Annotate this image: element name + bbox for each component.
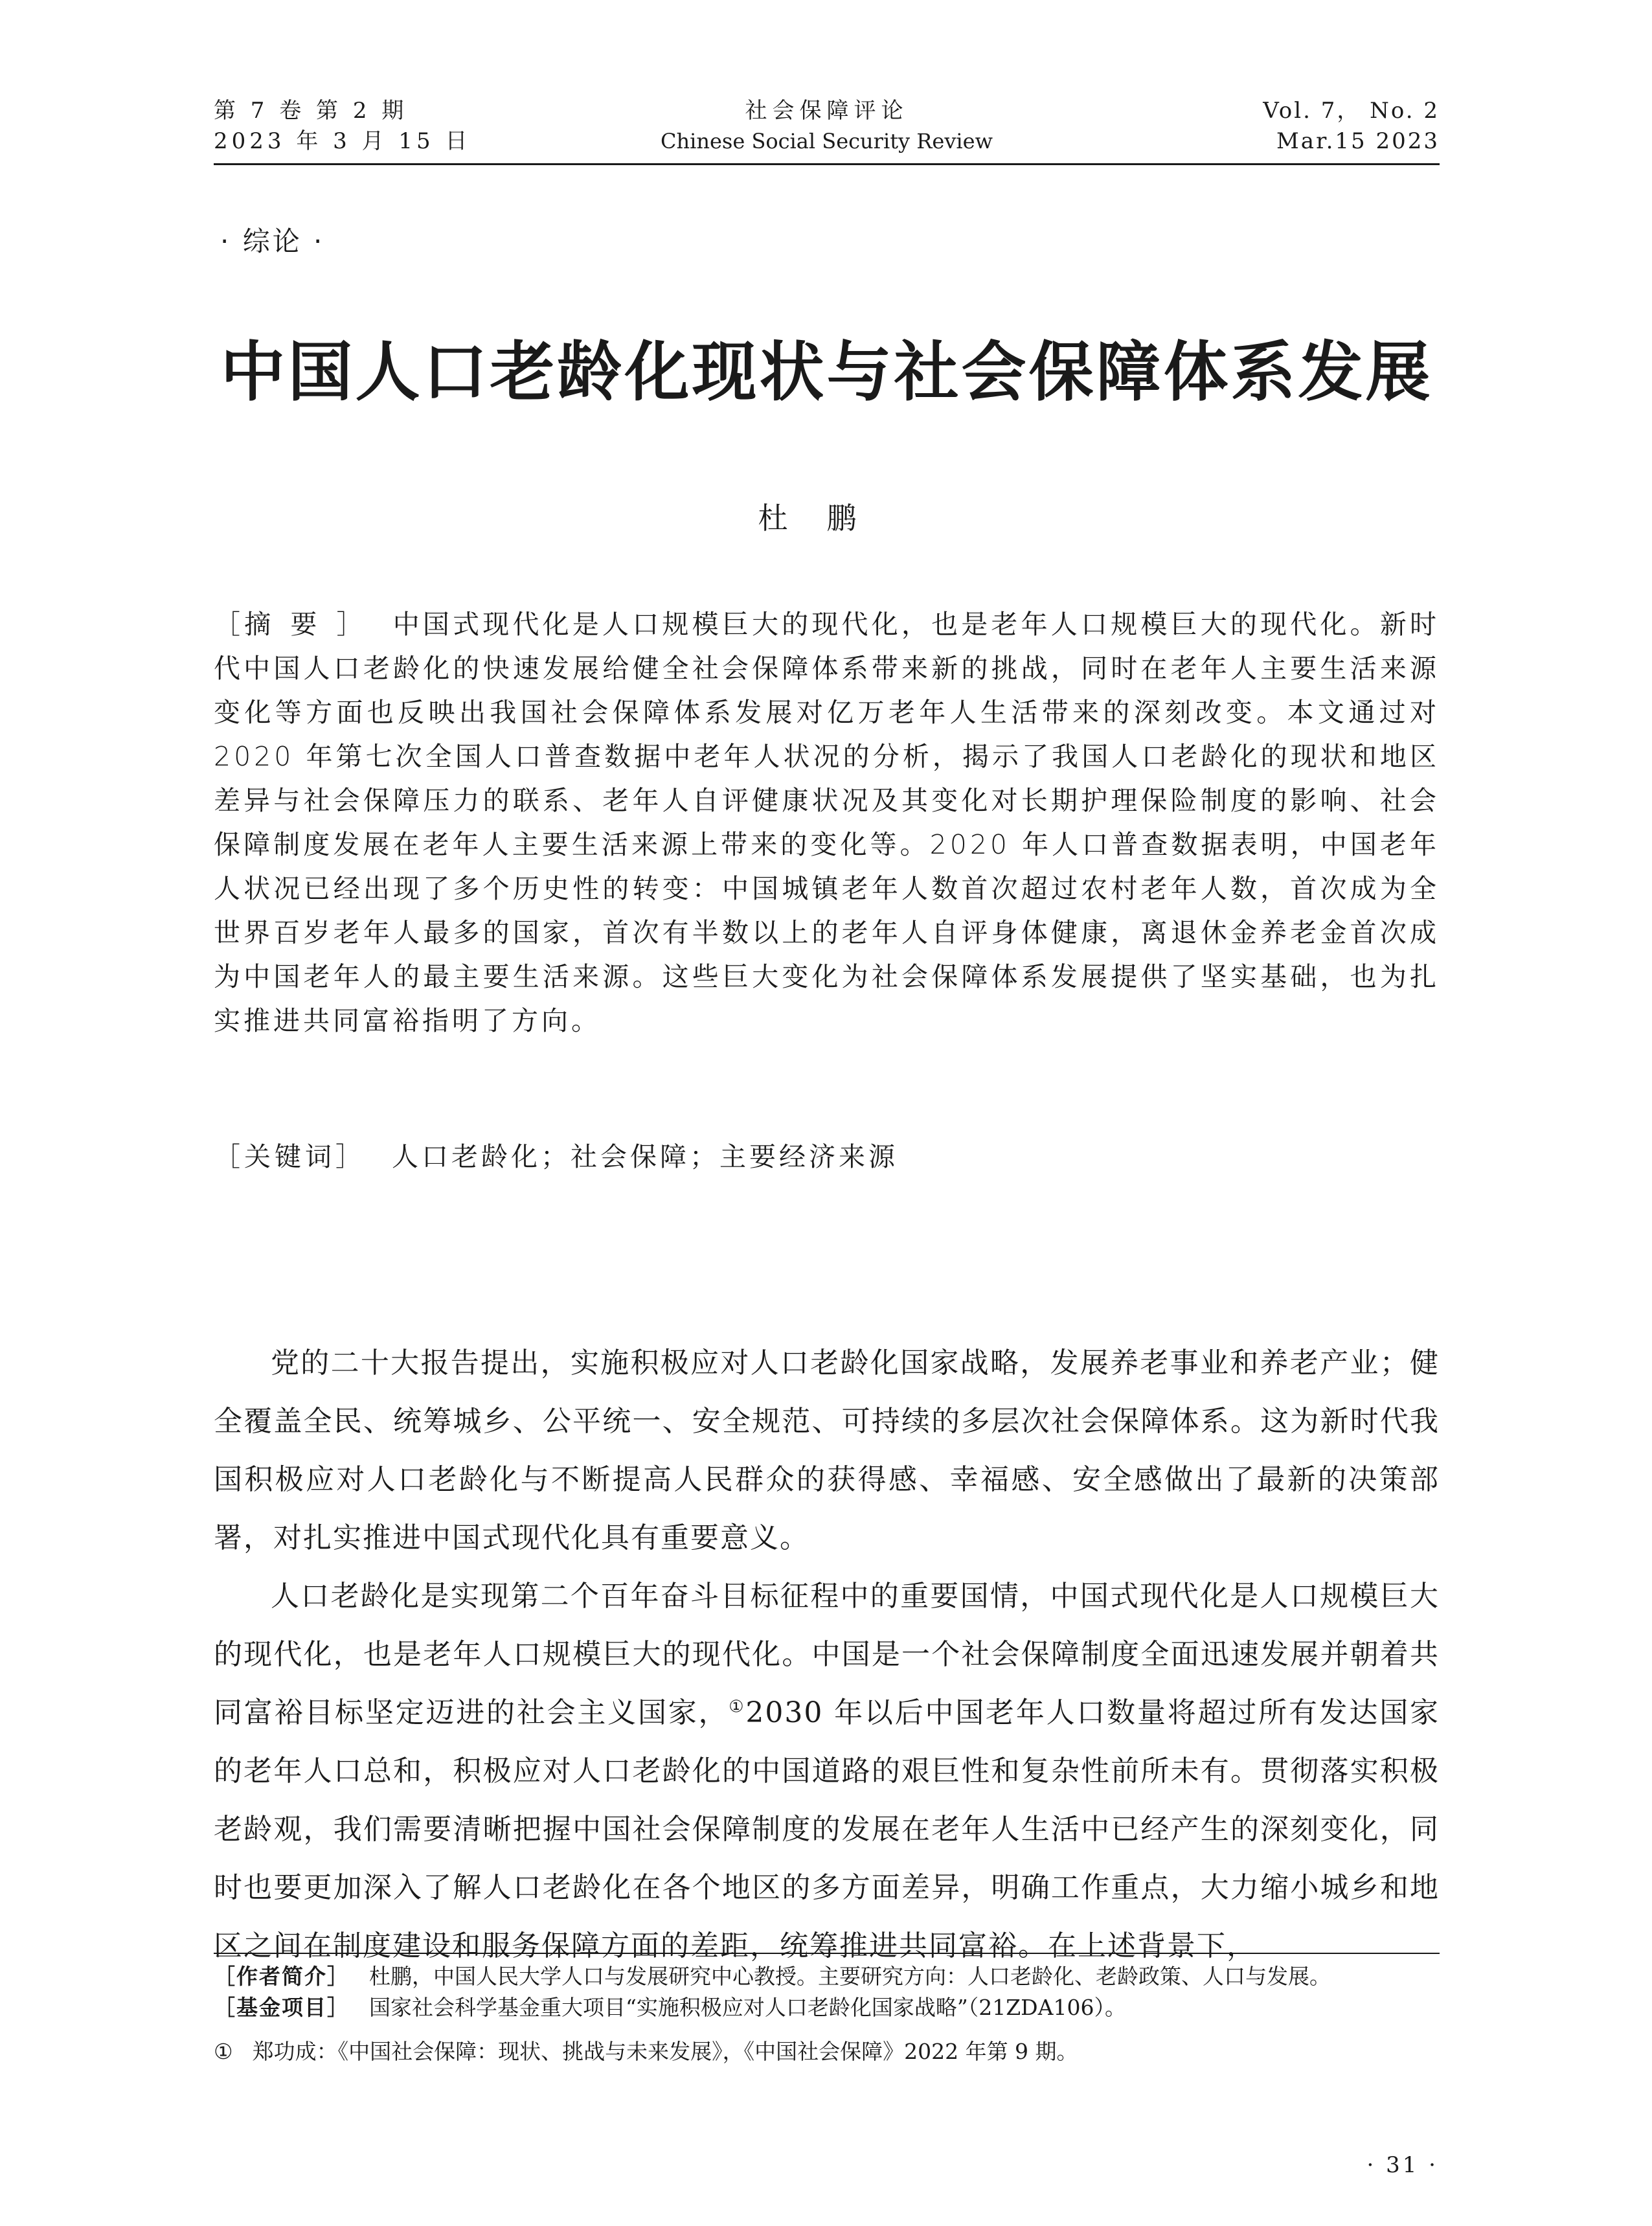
issue-date-en: Mar.15 2023: [1276, 128, 1440, 154]
abstract: [214, 602, 1440, 1043]
journal-name: [214, 96, 1440, 157]
author-name: 杜鹏: [758, 501, 896, 536]
author-bio-text: 杜鹏，中国人民大学人口与发展研究中心教授。主要研究方向：人口老龄化、老龄政策、人口与发展。: [369, 1964, 1331, 1989]
journal-name-en: Chinese Social Security Review: [661, 129, 993, 153]
article-title: 中国人口老龄化现状与社会保障体系发展: [220, 334, 1433, 410]
volume-issue: 第 7 卷 第 2 期: [214, 98, 408, 124]
body-paragraph-2-part-1: 人口老龄化是实现第二个百年奋斗目标征程中的重要国情，中国式现代化是人口规模巨大的现代化，也是老年人口规模巨大的现代化。中国是一个社会保障制度全面迅速发展并朝着共同富裕目标坚定迈进的社会主义国家，: [214, 1580, 1440, 1729]
fund-info: [214, 1992, 1444, 2023]
header-rule: [214, 163, 1440, 165]
column-label: · 综论 ·: [220, 225, 325, 257]
footnote-1: [214, 2036, 1444, 2067]
body-paragraph-1: 党的二十大报告提出，实施积极应对人口老龄化国家战略，发展养老事业和养老产业；健全覆盖全民、统筹城乡、公平统一、安全规范、可持续的多层次社会保障体系。这为新时代我国积极应对人口老龄化与不断提高人民群众的获得感、幸福感、安全感做出了最新的决策部署，对扎实推进中国式现代化具有重要意义。: [214, 1346, 1440, 1554]
keywords: [214, 1135, 1440, 1179]
journal-name-cn: 社会保障评论: [745, 98, 909, 124]
issue-date: 2023 年 3 月 15 日: [214, 128, 471, 154]
abstract-tag-close: ］: [336, 609, 367, 640]
keywords-tag: ［关键词］: [214, 1141, 366, 1172]
volume-issue-en: Vol. 7， No. 2: [1263, 98, 1440, 124]
page-number: · 31 ·: [1366, 2152, 1438, 2178]
author-bio: [214, 1961, 1444, 1992]
keywords-text: 人口老龄化；社会保障；主要经济来源: [392, 1141, 898, 1172]
footnote-reference[interactable]: ①: [729, 1697, 746, 1717]
body-paragraph-2: [214, 1567, 1440, 1975]
fund-info-tag: ［基金项目］: [214, 1995, 350, 2020]
body-paragraph-2-part-2: 2030 年以后中国老年人口数量将超过所有发达国家的老年人口总和，积极应对人口老龄化的中国道路的艰巨性和复杂性前所未有。贯彻落实积极老龄观，我们需要清晰把握中国社会保障制度的发展在老年人生活中已经产生的深刻变化，同时也要更加深入了解人口老龄化在各个地区的多方面差异，明确工作重点，大力缩小城乡和地区之间在制度建设和服务保障方面的差距，统筹推进共同富裕。在上述背景下，: [214, 1696, 1440, 1962]
footnote-rule: [214, 1953, 1440, 1954]
abstract-tag: [214, 609, 367, 640]
author-bio-tag: ［作者简介］: [214, 1964, 350, 1989]
running-header: [214, 96, 1440, 161]
footnotes: [214, 1961, 1444, 2067]
abstract-tag-label: 摘要: [244, 609, 337, 640]
abstract-text: 中国式现代化是人口规模巨大的现代化，也是老年人口规模巨大的现代化。新时代中国人口老龄化的快速发展给健全社会保障体系带来新的挑战，同时在老年人主要生活来源变化等方面也反映出我国社会保障体系发展对亿万老年人生活带来的深刻改变。本文通过对 2020 年第七次全国人口普查数据中老年人状况的分析，揭示了我国人口老龄化的现状和地区差异与社会保障压力的联系、老年人自评健康状况及其变化对长期护理保险制度的影响、社会保障制度发展在老年人主要生活来源上带来的变化等。2020 年人口普查数据表明，中国老年人状况已经出现了多个历史性的转变：中国城镇老年人数首次超过农村老年人数，首次成为全世界百岁老年人最多的国家，首次有半数以上的老年人自评身体健康，离退休金养老金首次成为中国老年人的最主要生活来源。这些巨大变化为社会保障体系发展提供了坚实基础，也为扎实推进共同富裕指明了方向。: [214, 609, 1440, 1036]
body-text: [214, 1334, 1440, 1975]
footnote-1-mark: ①: [214, 2039, 233, 2064]
fund-info-text: 国家社会科学基金重大项目“实施积极应对人口老龄化国家战略”（21ZDA106）。: [369, 1995, 1126, 2020]
abstract-tag-open: ［: [214, 609, 245, 640]
issue-info-en: [1263, 96, 1440, 157]
footnote-1-text: 郑功成：《中国社会保障：现状、挑战与未来发展》，《中国社会保障》2022 年第 9 期。: [252, 2039, 1078, 2064]
